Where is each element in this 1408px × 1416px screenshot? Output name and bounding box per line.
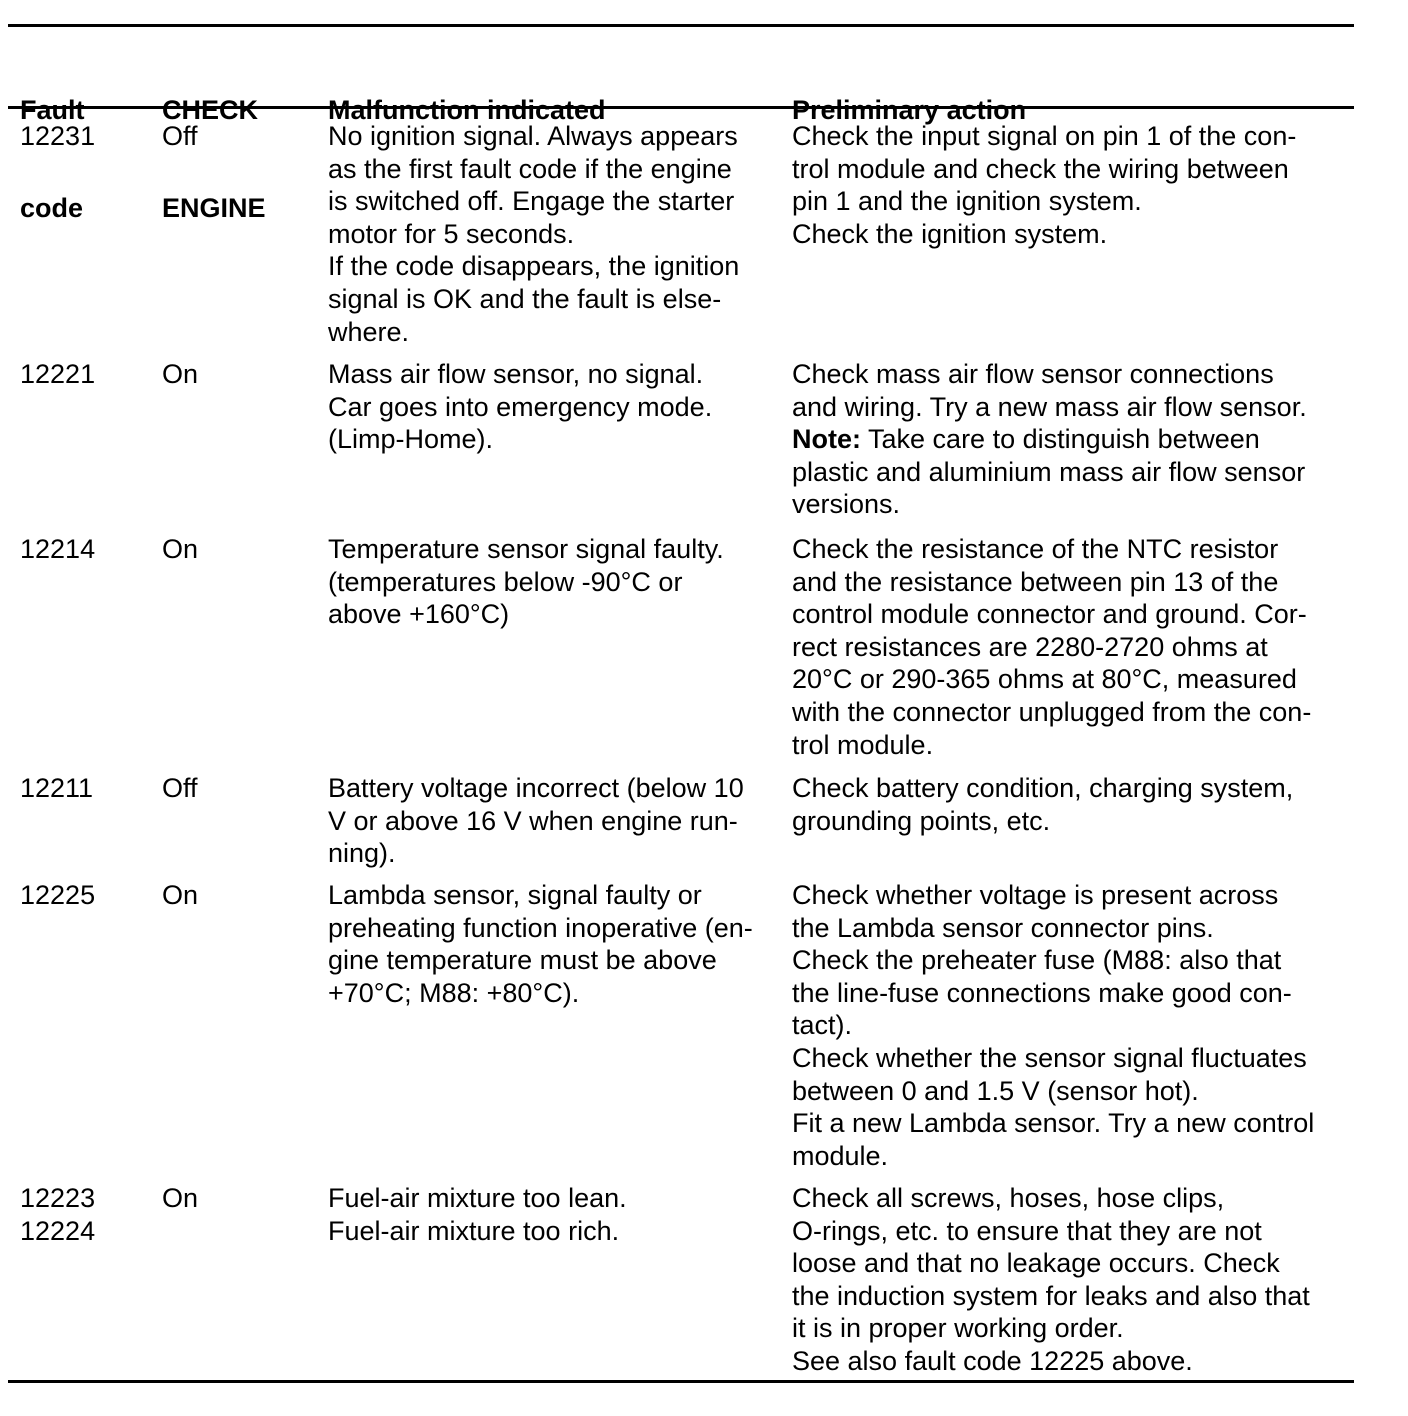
malfunction-line: No ignition signal. Always appears (328, 121, 738, 151)
action-text: trol module. (792, 729, 934, 760)
check-engine-cell (162, 533, 198, 566)
header-malfunction-line-1: Malfunction indicated (328, 95, 606, 126)
action-text: Check the resistance of the NTC resistor (792, 534, 1279, 564)
action-line (792, 358, 1307, 391)
malfunction-line: above +160°C) (328, 599, 510, 630)
malfunction-cell (328, 533, 724, 631)
malfunction-line: Lambda sensor, signal faulty or (328, 880, 702, 910)
malfunction-cell (328, 120, 739, 348)
action-line (792, 696, 1311, 729)
action-text: Check all screws, hoses, hose clips, (792, 1183, 1225, 1213)
action-text: grounding points, etc. (792, 805, 1051, 836)
action-text: and the resistance between pin 13 of the (792, 566, 1279, 597)
action-text: 20°C or 290-365 ohms at 80°C, measured (792, 664, 1297, 695)
action-text: the Lambda sensor connector pins. (792, 912, 1214, 943)
fault-code-cell (20, 772, 93, 805)
action-line (792, 153, 1296, 186)
action-line (792, 1107, 1314, 1140)
check-engine-status: Off (162, 773, 198, 803)
action-text: Check mass air flow sensor connections (792, 359, 1274, 389)
fault-code-cell (20, 879, 95, 912)
action-text: module. (792, 1140, 889, 1171)
action-line (792, 1075, 1314, 1108)
malfunction-line: Fuel-air mixture too rich. (328, 1215, 620, 1246)
fault-code: 12225 (20, 880, 96, 910)
action-text: Check the ignition system. (792, 218, 1108, 249)
action-line (792, 423, 1307, 456)
malfunction-cell (328, 1182, 627, 1247)
action-line (792, 977, 1314, 1010)
malfunction-line: as the first fault code if the engine (328, 153, 732, 184)
action-cell (792, 1182, 1310, 1378)
header-check-engine-line-2: ENGINE (162, 192, 266, 223)
action-line (792, 1312, 1310, 1345)
fault-code-cell (20, 120, 95, 153)
action-line (792, 391, 1307, 424)
malfunction-line: (Limp-Home). (328, 424, 494, 455)
check-engine-status: On (162, 359, 199, 389)
action-text: loose and that no leakage occurs. Check (792, 1248, 1280, 1279)
action-text: Check the preheater fuse (M88: also that (792, 945, 1282, 976)
action-text: it is in proper working order. (792, 1313, 1124, 1344)
action-line (792, 120, 1296, 153)
action-line (792, 1215, 1310, 1248)
check-engine-cell (162, 772, 198, 805)
action-text: Check battery condition, charging system, (792, 773, 1294, 803)
header-fault-code-line-1: Fault (20, 95, 85, 126)
action-text: Check whether the sensor signal fluctuates (792, 1042, 1307, 1073)
malfunction-line: Battery voltage incorrect (below 10 (328, 773, 744, 803)
malfunction-line: Fuel-air mixture too lean. (328, 1183, 627, 1213)
action-text: trol module and check the wiring between (792, 153, 1289, 184)
fault-code-cell (20, 1182, 95, 1247)
action-text: See also fault code 12225 above. (792, 1345, 1193, 1376)
action-cell (792, 533, 1311, 761)
check-engine-status: Off (162, 121, 198, 151)
action-cell (792, 879, 1314, 1172)
table-bottom-rule (8, 1380, 1354, 1383)
action-text: the line-fuse connections make good con- (792, 977, 1292, 1008)
action-text: plastic and aluminium mass air flow sensor (792, 456, 1306, 487)
action-line (792, 218, 1296, 251)
action-text: versions. (792, 489, 901, 520)
note-label: Note: (792, 424, 861, 455)
action-line (792, 1247, 1310, 1280)
action-line (792, 879, 1314, 912)
action-text: with the connector unplugged from the con- (792, 696, 1312, 727)
fault-code: 12211 (20, 773, 94, 803)
action-line (792, 1009, 1314, 1042)
action-line (792, 566, 1311, 599)
action-line (792, 598, 1311, 631)
action-line (792, 805, 1293, 838)
malfunction-line: ning). (328, 838, 396, 869)
fault-code-cell (20, 358, 95, 391)
fault-code-cell (20, 533, 95, 566)
check-engine-cell (162, 1182, 198, 1215)
malfunction-line: signal is OK and the fault is else- (328, 283, 722, 314)
check-engine-status: On (162, 534, 199, 564)
action-text: O-rings, etc. to ensure that they are not (792, 1215, 1262, 1246)
fault-code: 12223 (20, 1183, 96, 1213)
action-line (792, 1182, 1310, 1215)
action-cell (792, 120, 1296, 250)
action-line (792, 631, 1311, 664)
fault-code: 12221 (20, 359, 96, 389)
check-engine-status: On (162, 880, 199, 910)
action-text: Fit a new Lambda sensor. Try a new control (792, 1108, 1315, 1139)
action-cell (792, 358, 1307, 521)
action-text: control module connector and ground. Cor- (792, 599, 1307, 630)
action-text: between 0 and 1.5 V (sensor hot). (792, 1075, 1199, 1106)
malfunction-line: Temperature sensor signal faulty. (328, 534, 724, 564)
malfunction-line: Car goes into emergency mode. (328, 391, 713, 422)
malfunction-line: +70°C; M88: +80°C). (328, 977, 580, 1008)
check-engine-cell (162, 879, 198, 912)
malfunction-cell (328, 879, 753, 1009)
malfunction-line: Mass air flow sensor, no signal. (328, 359, 704, 389)
action-line (792, 772, 1293, 805)
malfunction-line: (temperatures below -90°C or (328, 566, 683, 597)
malfunction-line: is switched off. Engage the starter (328, 186, 735, 217)
action-line (792, 533, 1311, 566)
action-text: Check whether voltage is present across (792, 880, 1279, 910)
malfunction-line: where. (328, 316, 410, 347)
malfunction-line: V or above 16 V when engine run- (328, 805, 738, 836)
header-fault-code-line-2: code (20, 192, 84, 223)
check-engine-cell (162, 358, 198, 391)
action-line (792, 488, 1307, 521)
action-line (792, 944, 1314, 977)
check-engine-status: On (162, 1183, 199, 1213)
action-text: and wiring. Try a new mass air flow sensor. (792, 391, 1307, 422)
action-line (792, 1042, 1314, 1075)
action-text: pin 1 and the ignition system. (792, 186, 1142, 217)
action-cell (792, 772, 1293, 837)
action-line (792, 663, 1311, 696)
action-line (792, 1140, 1314, 1173)
action-text: tact). (792, 1010, 853, 1041)
malfunction-line: If the code disappears, the ignition (328, 251, 740, 282)
malfunction-line: preheating function inoperative (en- (328, 912, 753, 943)
action-line (792, 456, 1307, 489)
action-line (792, 185, 1296, 218)
malfunction-line: gine temperature must be above (328, 945, 717, 976)
fault-code: 12231 (20, 121, 96, 151)
table-top-rule (8, 24, 1354, 27)
action-line (792, 729, 1311, 762)
header-action-line-1: Preliminary action (792, 95, 1027, 126)
malfunction-line: motor for 5 seconds. (328, 218, 575, 249)
fault-code: 12224 (20, 1215, 96, 1246)
check-engine-cell (162, 120, 198, 153)
action-line (792, 1345, 1310, 1378)
action-text: Take care to distinguish between (861, 424, 1260, 455)
header-check-engine-line-1: CHECK (162, 95, 259, 126)
action-line (792, 1280, 1310, 1313)
action-line (792, 912, 1314, 945)
malfunction-cell (328, 358, 712, 456)
fault-code: 12214 (20, 534, 96, 564)
malfunction-cell (328, 772, 744, 870)
action-text: the induction system for leaks and also that (792, 1280, 1310, 1311)
action-text: Check the input signal on pin 1 of the con- (792, 121, 1297, 151)
action-text: rect resistances are 2280-2720 ohms at (792, 631, 1268, 662)
